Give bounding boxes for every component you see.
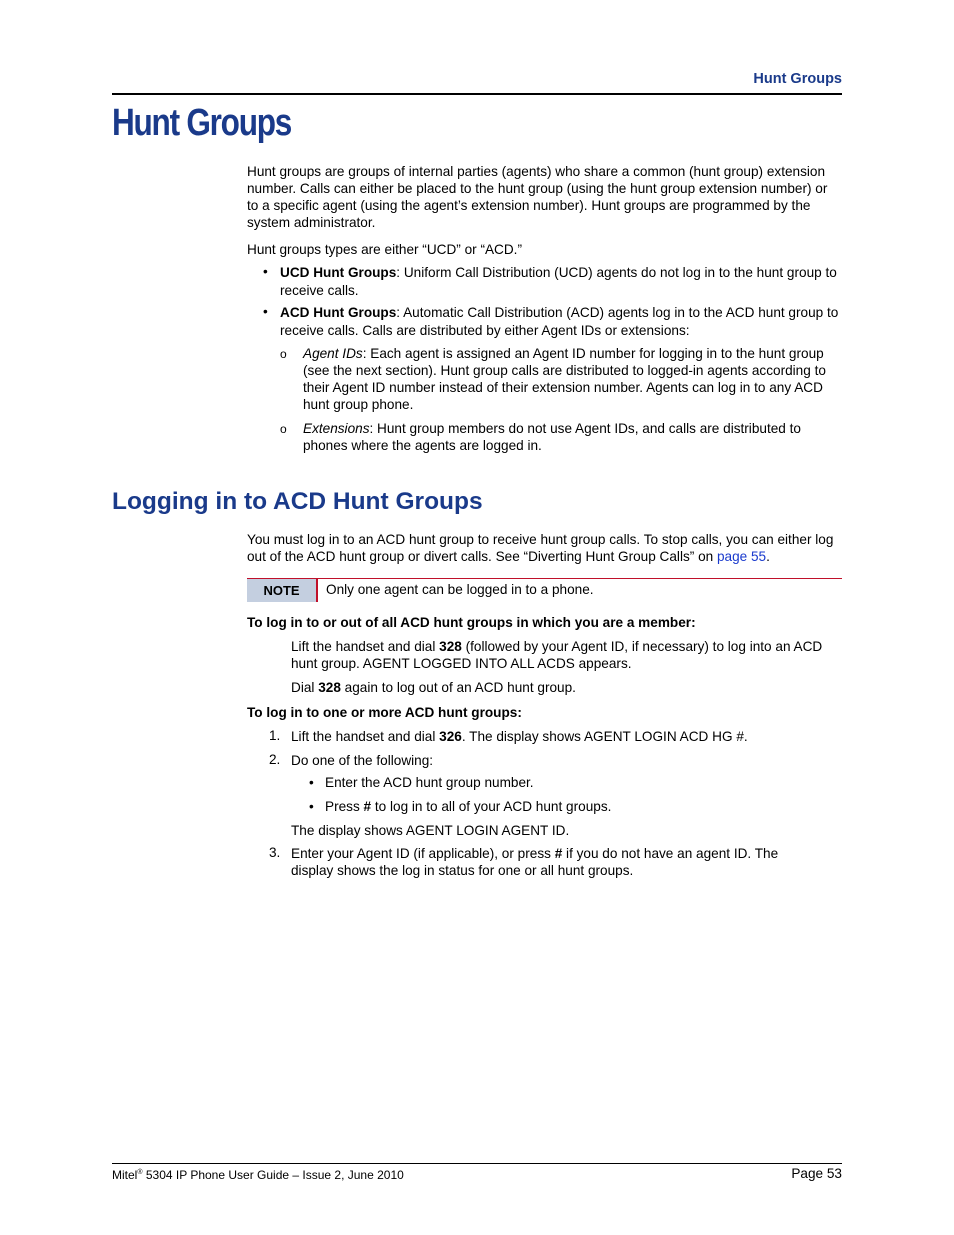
procedure-step [291, 679, 843, 696]
footer-brand: Mitel [112, 1168, 138, 1182]
step-text: again to log out of an ACD hunt group. [340, 680, 576, 695]
step-number: 2. [269, 752, 281, 767]
step-text: if you do not have an agent ID. The display shows the log in status for one or all hunt groups. [291, 846, 779, 878]
bullet-marker: • [263, 304, 268, 319]
bullet-ucd [280, 264, 842, 299]
step-number: 3. [269, 845, 281, 860]
sub-bullet-agent-ids [303, 345, 843, 413]
bullet-text: : Automatic Call Distribution (ACD) agents log in to the ACD hunt group to receive calls. Calls are distributed by either Agent IDs or extensions: [280, 305, 839, 338]
bullet-text: : Uniform Call Distribution (UCD) agents do not log in to the hunt group to receive calls. [280, 265, 837, 298]
sub-bullet-term: Agent IDs [303, 346, 363, 361]
step-note: The display shows AGENT LOGIN AGENT ID. [291, 823, 570, 838]
section-intro [247, 531, 842, 565]
footer-rule [112, 1163, 842, 1164]
footer-doc-title: 5304 IP Phone User Guide – Issue 2, June 2010 [142, 1168, 404, 1182]
intro-paragraph: Hunt groups are groups of internal parties (agents) who share a common (hunt group) extension number. Calls can either be placed to the hunt group (using the hunt group extension number) or to a specific agent (using the agent’s extension number). Hunt groups are programmed by the system administrator. [247, 164, 828, 230]
step-text: (followed by your Agent ID, if necessary) to log into an ACD hunt group. AGENT LOGGED INTO ALL ACDS appears. [291, 639, 823, 671]
step-text: Enter your Agent ID (if applicable), or press [291, 846, 555, 861]
step-text: . The display shows AGENT LOGIN ACD HG #. [461, 729, 748, 744]
footer-page-number: Page 53 [791, 1166, 842, 1181]
procedure-heading: To log in to one or more ACD hunt groups: [247, 705, 522, 720]
step-text: Dial [291, 680, 319, 695]
types-intro: Hunt groups types are either “UCD” or “ACD.” [247, 242, 522, 257]
sub-bullet-marker: o [280, 347, 287, 361]
procedure-step [291, 638, 843, 672]
step-option: Enter the ACD hunt group number. [325, 775, 534, 790]
note-rule [247, 578, 842, 579]
bullet-marker: • [309, 799, 314, 814]
note-divider [316, 579, 318, 602]
sub-bullet-term: Extensions [303, 421, 370, 436]
note-label: NOTE [247, 579, 316, 602]
bullet-marker: • [263, 264, 268, 279]
dial-code: 328 [439, 639, 462, 654]
bullet-acd [280, 304, 842, 339]
section-intro-end: . [766, 549, 770, 564]
bullet-term: ACD Hunt Groups [280, 305, 397, 320]
sub-bullet-extensions [303, 420, 843, 454]
note-text: Only one agent can be logged in to a phone. [326, 582, 594, 597]
step-number: 1. [269, 728, 281, 743]
page-link[interactable]: page 55 [716, 549, 767, 564]
procedure-step: Do one of the following: [291, 753, 434, 768]
footer-reg-mark: ® [137, 1169, 143, 1176]
footer-doc-info [112, 1168, 404, 1182]
procedure-heading: To log in to or out of all ACD hunt groups in which you are a member: [247, 615, 696, 630]
procedure-step [291, 728, 843, 745]
step-text: Lift the handset and dial [291, 639, 440, 654]
bullet-term: UCD Hunt Groups [280, 265, 397, 280]
step-text: Press [325, 799, 364, 814]
sub-bullet-text: : Each agent is assigned an Agent ID number for logging in to the hunt group (see the next section). Hunt group calls are distributed to logged-in agents according to their Agent ID number instead of their extension number. Agents can log in to any ACD hunt group phone. [303, 346, 826, 412]
sub-bullet-marker: o [280, 422, 287, 436]
step-text: Lift the handset and dial [291, 729, 440, 744]
procedure-step [291, 845, 801, 879]
bullet-marker: • [309, 775, 314, 790]
dial-code: # [363, 799, 372, 814]
section-heading: Logging in to ACD Hunt Groups [112, 488, 483, 515]
sub-bullet-text: : Hunt group members do not use Agent IDs, and calls are distributed to phones where the agents are logged in. [303, 421, 801, 453]
header-rule [112, 93, 842, 95]
dial-code: 328 [318, 680, 341, 695]
page-title: Hunt Groups [112, 102, 292, 144]
section-intro-text: You must log in to an ACD hunt group to receive hunt group calls. To stop calls, you can either log out of the ACD hunt group or divert calls. See “Diverting Hunt Group Calls” on [247, 532, 834, 564]
running-header: Hunt Groups [753, 71, 842, 87]
step-text: to log in to all of your ACD hunt groups. [371, 799, 612, 814]
dial-code: # [554, 846, 563, 861]
dial-code: 326 [439, 729, 462, 744]
step-option [325, 799, 611, 814]
